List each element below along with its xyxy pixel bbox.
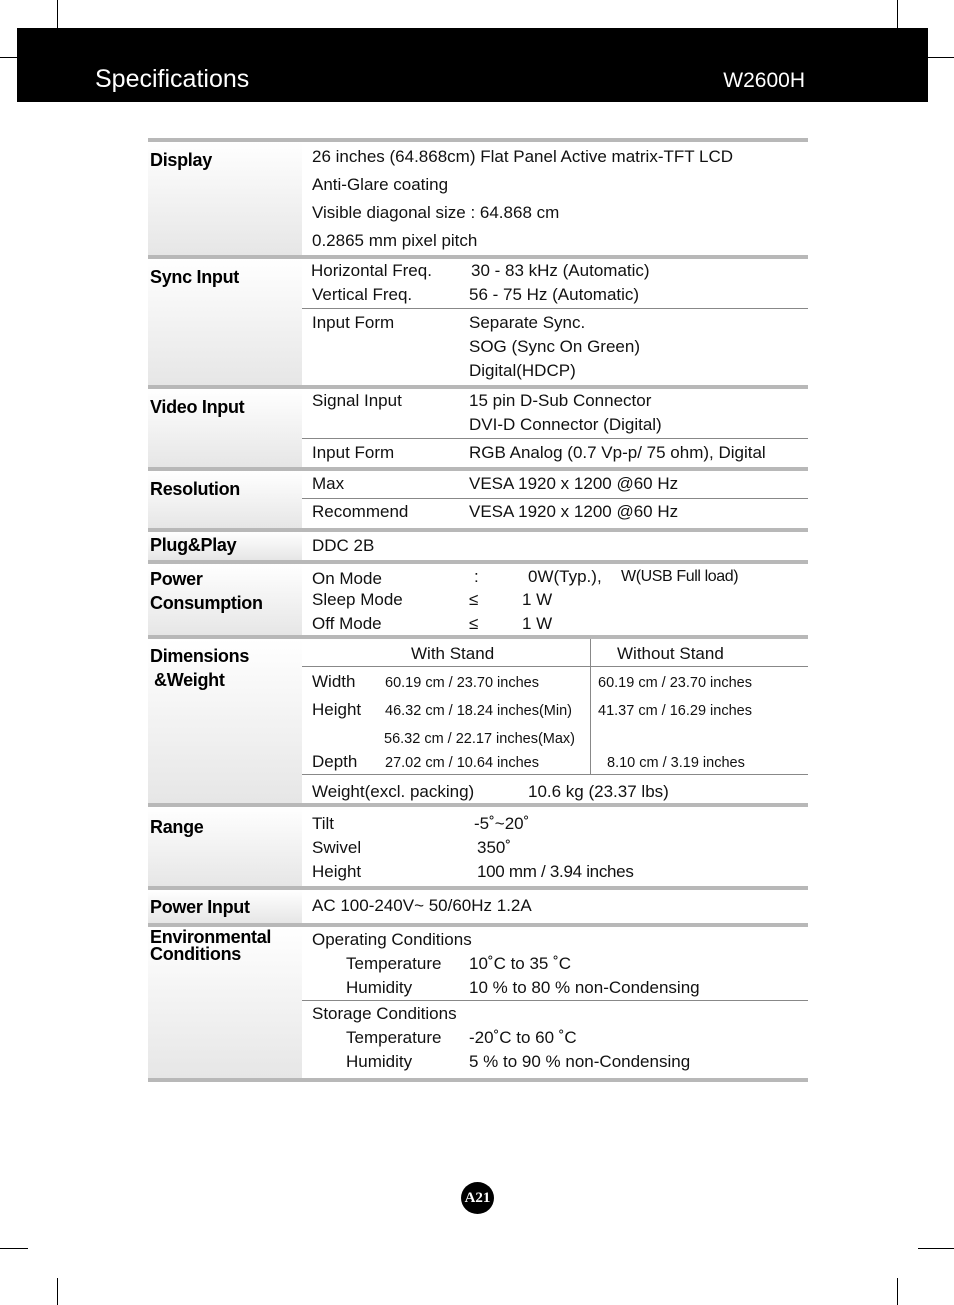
label-resolution: Resolution bbox=[148, 471, 302, 528]
sync-form-value: Separate Sync. bbox=[469, 313, 586, 332]
display-line: Visible diagonal size : 64.868 cm bbox=[312, 203, 560, 222]
video-signal-value: DVI-D Connector (Digital) bbox=[469, 415, 662, 434]
row-divider bbox=[302, 666, 808, 667]
row-divider bbox=[302, 1000, 808, 1001]
range-swivel-value: 350˚ bbox=[477, 838, 512, 857]
label-video-input: Video Input bbox=[148, 389, 302, 467]
resolution-rec-label: Recommend bbox=[312, 502, 409, 521]
video-signal-value: 15 pin D-Sub Connector bbox=[469, 391, 652, 410]
label-dimensions: Dimensions &Weight bbox=[148, 639, 302, 803]
sync-form-label: Input Form bbox=[312, 313, 395, 332]
row-divider bbox=[302, 438, 808, 439]
power-off-value: 1 W bbox=[522, 614, 553, 633]
crop-mark bbox=[928, 57, 954, 58]
crop-mark bbox=[57, 1278, 58, 1305]
power-sleep-label: Sleep Mode bbox=[312, 590, 403, 609]
label-power-input: Power Input bbox=[148, 890, 302, 923]
op-temp-value: 10˚C to 35 ˚C bbox=[469, 954, 572, 973]
video-form-label: Input Form bbox=[312, 443, 395, 462]
sync-h-label: Horizontal Freq. bbox=[311, 261, 432, 280]
st-humidity-label: Humidity bbox=[346, 1052, 413, 1071]
power-off-label: Off Mode bbox=[312, 614, 382, 633]
op-humidity-label: Humidity bbox=[346, 978, 413, 997]
operating-conditions: Operating Conditions bbox=[312, 930, 472, 949]
label-plug-play: Plug&Play bbox=[148, 532, 302, 560]
resolution-max-label: Max bbox=[312, 474, 345, 493]
sync-v-value: 56 - 75 Hz (Automatic) bbox=[469, 285, 640, 304]
sync-h-value: 30 - 83 kHz (Automatic) bbox=[471, 261, 650, 280]
row-divider bbox=[302, 774, 808, 775]
power-input-value: AC 100-240V~ 50/60Hz 1.2A bbox=[312, 896, 532, 915]
width-label: Width bbox=[312, 672, 356, 691]
st-temp-value: -20˚C to 60 ˚C bbox=[469, 1028, 577, 1047]
sync-form-value: Digital(HDCP) bbox=[469, 361, 576, 380]
power-on-label: On Mode bbox=[312, 569, 382, 588]
height-without-stand: 41.37 cm / 16.29 inches bbox=[598, 703, 752, 719]
range-swivel-label: Swivel bbox=[312, 838, 362, 857]
display-line: 26 inches (64.868cm) Flat Panel Active matrix-TFT LCD bbox=[312, 147, 734, 166]
resolution-rec-value: VESA 1920 x 1200 @60 Hz bbox=[469, 502, 679, 521]
range-height-value: 100 mm / 3.94 inches bbox=[477, 862, 634, 881]
plug-play-value: DDC 2B bbox=[312, 536, 375, 555]
width-without-stand: 60.19 cm / 23.70 inches bbox=[598, 675, 752, 691]
column-divider bbox=[590, 639, 591, 774]
power-off-symbol: ≤ bbox=[469, 614, 479, 633]
row-divider bbox=[302, 498, 808, 499]
range-tilt-label: Tilt bbox=[312, 814, 335, 833]
sync-form-value: SOG (Sync On Green) bbox=[469, 337, 640, 356]
op-temp-label: Temperature bbox=[346, 954, 442, 973]
height-with-stand-max: 56.32 cm / 22.17 inches(Max) bbox=[384, 731, 576, 747]
sync-v-label: Vertical Freq. bbox=[312, 285, 413, 304]
section-divider bbox=[148, 1078, 808, 1082]
height-with-stand-min: 46.32 cm / 18.24 inches(Min) bbox=[385, 703, 572, 719]
st-temp-label: Temperature bbox=[346, 1028, 442, 1047]
width-with-stand: 60.19 cm / 23.70 inches bbox=[385, 675, 539, 691]
page-header bbox=[17, 28, 928, 102]
depth-without-stand: 8.10 cm / 3.19 inches bbox=[607, 755, 745, 771]
crop-mark bbox=[897, 0, 898, 28]
crop-mark bbox=[57, 0, 58, 28]
power-sleep-value: 1 W bbox=[522, 590, 553, 609]
depth-label: Depth bbox=[312, 752, 358, 771]
power-on-typical: 0W(Typ.), bbox=[528, 567, 602, 586]
depth-with-stand: 27.02 cm / 10.64 inches bbox=[385, 755, 539, 771]
label-power-consumption: Power Consumption bbox=[148, 564, 302, 635]
display-line: 0.2865 mm pixel pitch bbox=[312, 231, 478, 250]
page-title: Specifications bbox=[95, 65, 250, 93]
label-sync-input: Sync Input bbox=[148, 259, 302, 385]
height-label: Height bbox=[312, 700, 362, 719]
power-sleep-symbol: ≤ bbox=[469, 590, 479, 609]
without-stand-header: Without Stand bbox=[617, 644, 724, 663]
op-humidity-value: 10 % to 80 % non-Condensing bbox=[469, 978, 700, 997]
label-environmental: Environmental Conditions bbox=[148, 927, 302, 1079]
resolution-max-value: VESA 1920 x 1200 @60 Hz bbox=[469, 474, 679, 493]
range-tilt-value: -5˚~20˚ bbox=[474, 814, 530, 833]
weight-value: 10.6 kg (23.37 lbs) bbox=[528, 782, 669, 801]
range-height-label: Height bbox=[312, 862, 362, 881]
row-divider bbox=[302, 308, 808, 309]
st-humidity-value: 5 % to 90 % non-Condensing bbox=[469, 1052, 691, 1071]
crop-mark bbox=[0, 1248, 28, 1249]
label-display: Display bbox=[148, 142, 302, 255]
power-on-usb: W(USB Full load) bbox=[621, 568, 739, 585]
weight-label: Weight(excl. packing) bbox=[312, 782, 475, 801]
display-line: Anti-Glare coating bbox=[312, 175, 449, 194]
with-stand-header: With Stand bbox=[411, 644, 495, 663]
page-number: A21 bbox=[461, 1182, 494, 1214]
power-on-symbol: : bbox=[474, 567, 479, 586]
crop-mark bbox=[0, 57, 17, 58]
video-form-value: RGB Analog (0.7 Vp-p/ 75 ohm), Digital bbox=[469, 443, 766, 462]
storage-conditions: Storage Conditions bbox=[312, 1004, 457, 1023]
video-signal-label: Signal Input bbox=[312, 391, 402, 410]
model-name: W2600H bbox=[723, 69, 805, 92]
label-range: Range bbox=[148, 807, 302, 886]
crop-mark bbox=[897, 1278, 898, 1305]
crop-mark bbox=[918, 1248, 954, 1249]
